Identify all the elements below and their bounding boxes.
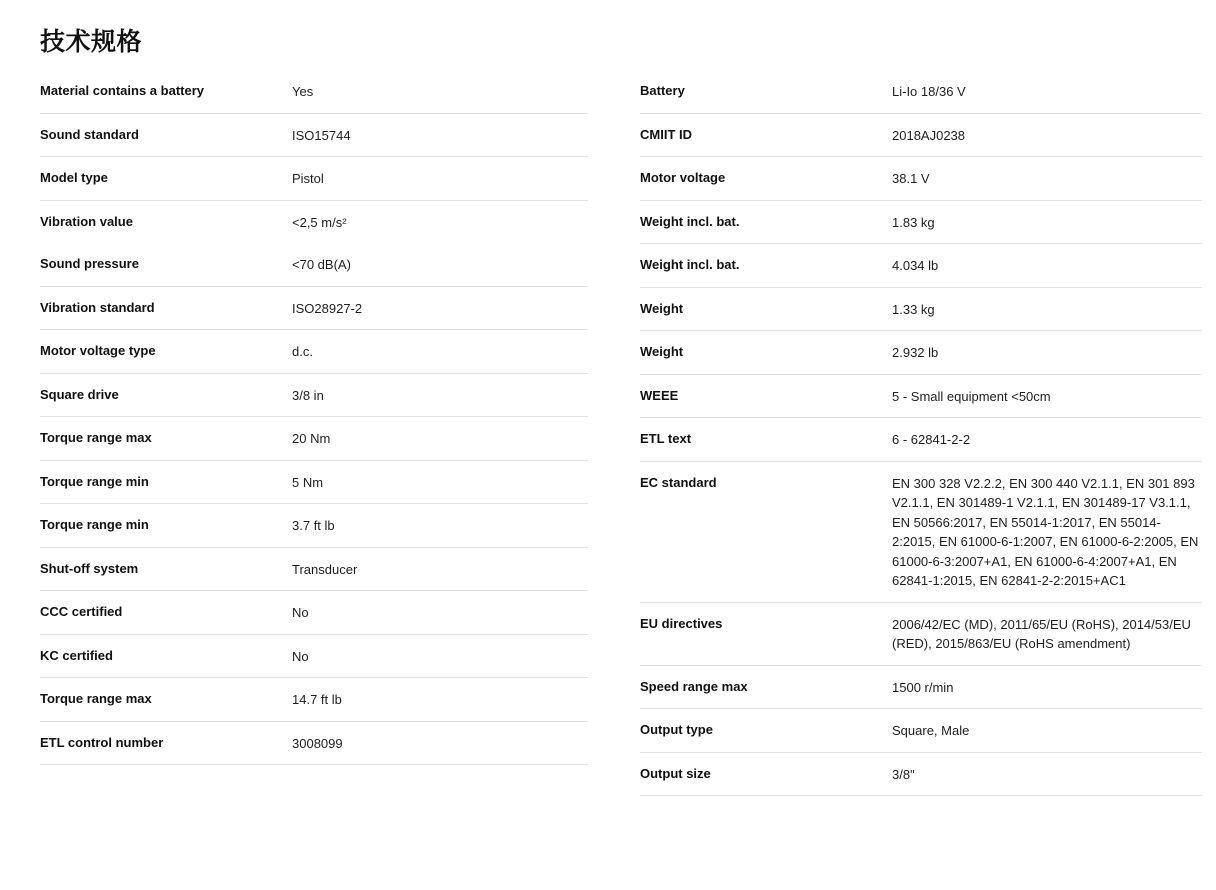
spec-value: 2006/42/EC (MD), 2011/65/EU (RoHS), 2014/53/EU (RED), 2015/863/EU (RoHS amendment): [892, 616, 1191, 651]
spec-label: Torque range min: [40, 517, 149, 532]
spec-value: <70 dB(A): [292, 257, 351, 272]
spec-row: [40, 591, 588, 635]
spec-row: [640, 418, 1202, 462]
spec-label: Sound standard: [40, 126, 139, 142]
spec-label: Output size: [640, 765, 711, 781]
spec-label: Speed range max: [640, 678, 748, 694]
spec-label: Vibration standard: [40, 299, 155, 315]
spec-row: [40, 287, 588, 331]
spec-label: Torque range min: [40, 473, 149, 489]
spec-label: Vibration value: [40, 213, 133, 229]
spec-label: KC certified: [40, 647, 113, 663]
spec-value: Li-Io 18/36 V: [892, 84, 966, 99]
spec-columns: [0, 70, 1216, 796]
spec-label: ETL text: [640, 431, 692, 446]
spec-row: [640, 244, 1202, 288]
spec-label: Weight: [640, 344, 684, 359]
spec-row: [640, 666, 1202, 710]
spec-label: Shut-off system: [40, 560, 139, 576]
spec-label: Square drive: [40, 386, 119, 402]
spec-row: [40, 548, 588, 592]
spec-value: No: [292, 605, 309, 620]
spec-row: [40, 157, 588, 201]
spec-row: [640, 709, 1202, 753]
spec-row: [40, 417, 588, 461]
spec-value: 38.1 V: [892, 171, 930, 186]
spec-row: [640, 70, 1202, 114]
spec-row: [640, 331, 1202, 375]
spec-row: [640, 114, 1202, 158]
spec-row: [40, 722, 588, 766]
spec-row: [40, 504, 588, 548]
spec-value: 3.7 ft lb: [292, 518, 335, 533]
spec-label: Output type: [640, 722, 713, 737]
spec-label: Weight incl. bat.: [640, 213, 740, 229]
spec-label: Weight incl. bat.: [640, 257, 740, 272]
spec-row: [40, 243, 588, 287]
spec-row: [640, 157, 1202, 201]
spec-value: 6 - 62841-2-2: [892, 432, 971, 447]
spec-value: Pistol: [292, 171, 324, 186]
spec-row: [640, 375, 1202, 419]
spec-value: 14.7 ft lb: [292, 692, 342, 707]
spec-label: Model type: [40, 170, 108, 185]
spec-row: [40, 374, 588, 418]
spec-row: [40, 678, 588, 722]
spec-label: Torque range max: [40, 691, 152, 706]
spec-label: EU directives: [640, 615, 723, 631]
spec-value: 2018AJ0238: [892, 127, 966, 143]
spec-value: 5 - Small equipment <50cm: [892, 388, 1051, 404]
spec-label: Torque range max: [40, 430, 152, 445]
spec-label: ETL control number: [40, 734, 164, 750]
spec-value: d.c.: [292, 344, 313, 359]
spec-value: ISO15744: [292, 127, 351, 143]
spec-value: 20 Nm: [292, 431, 331, 446]
spec-value: 3008099: [292, 735, 343, 751]
page-title: 技术规格: [40, 28, 143, 56]
spec-label: Sound pressure: [40, 256, 139, 271]
spec-row: [640, 603, 1202, 666]
spec-row: [40, 635, 588, 679]
spec-label: CCC certified: [40, 604, 123, 619]
spec-value: Square, Male: [892, 723, 970, 738]
spec-row: [640, 462, 1202, 603]
spec-value: ISO28927-2: [292, 300, 363, 316]
spec-label: Motor voltage type: [40, 343, 156, 358]
spec-row: [40, 70, 588, 114]
spec-label: Material contains a battery: [40, 83, 204, 98]
spec-value: Yes: [292, 84, 314, 99]
spec-value: 4.034 lb: [892, 258, 939, 273]
spec-row: [640, 288, 1202, 332]
spec-row: [640, 753, 1202, 797]
spec-value: No: [292, 648, 309, 664]
spec-row: [40, 461, 588, 505]
spec-label: WEEE: [640, 387, 679, 403]
spec-label: EC standard: [640, 474, 717, 490]
spec-value: 3/8": [892, 766, 915, 782]
spec-value: 3/8 in: [292, 387, 324, 403]
spec-value: 1.33 kg: [892, 301, 935, 317]
spec-value: 5 Nm: [292, 474, 324, 490]
spec-column-right: [608, 70, 1216, 796]
spec-value: EN 300 328 V2.2.2, EN 300 440 V2.1.1, EN 301 893 V2.1.1, EN 301489-1 V2.1.1, EN 301489-17 V3.1.1, EN 50566:2017, EN 55014-1:2017, EN 55014-2:2015, EN 61000-6-1:2007, EN 61000-6-2:2005, EN 61000-6-3:2007+A1, EN 61000-6-4:2007+A1, EN 62841-1:2015, EN 62841-2-2:2015+AC1: [892, 475, 1199, 588]
spec-row: [40, 201, 588, 244]
spec-label: Weight: [640, 300, 684, 316]
spec-label: Battery: [640, 83, 685, 98]
spec-value: 1500 r/min: [892, 679, 954, 695]
spec-label: CMIIT ID: [640, 126, 692, 142]
spec-column-left: [0, 70, 608, 796]
spec-value: <2,5 m/s²: [292, 214, 347, 230]
spec-row: [40, 330, 588, 374]
spec-value: 2.932 lb: [892, 345, 939, 360]
spec-value: Transducer: [292, 561, 358, 577]
spec-row: [40, 114, 588, 158]
spec-row: [640, 201, 1202, 245]
spec-value: 1.83 kg: [892, 214, 935, 230]
spec-label: Motor voltage: [640, 170, 726, 185]
